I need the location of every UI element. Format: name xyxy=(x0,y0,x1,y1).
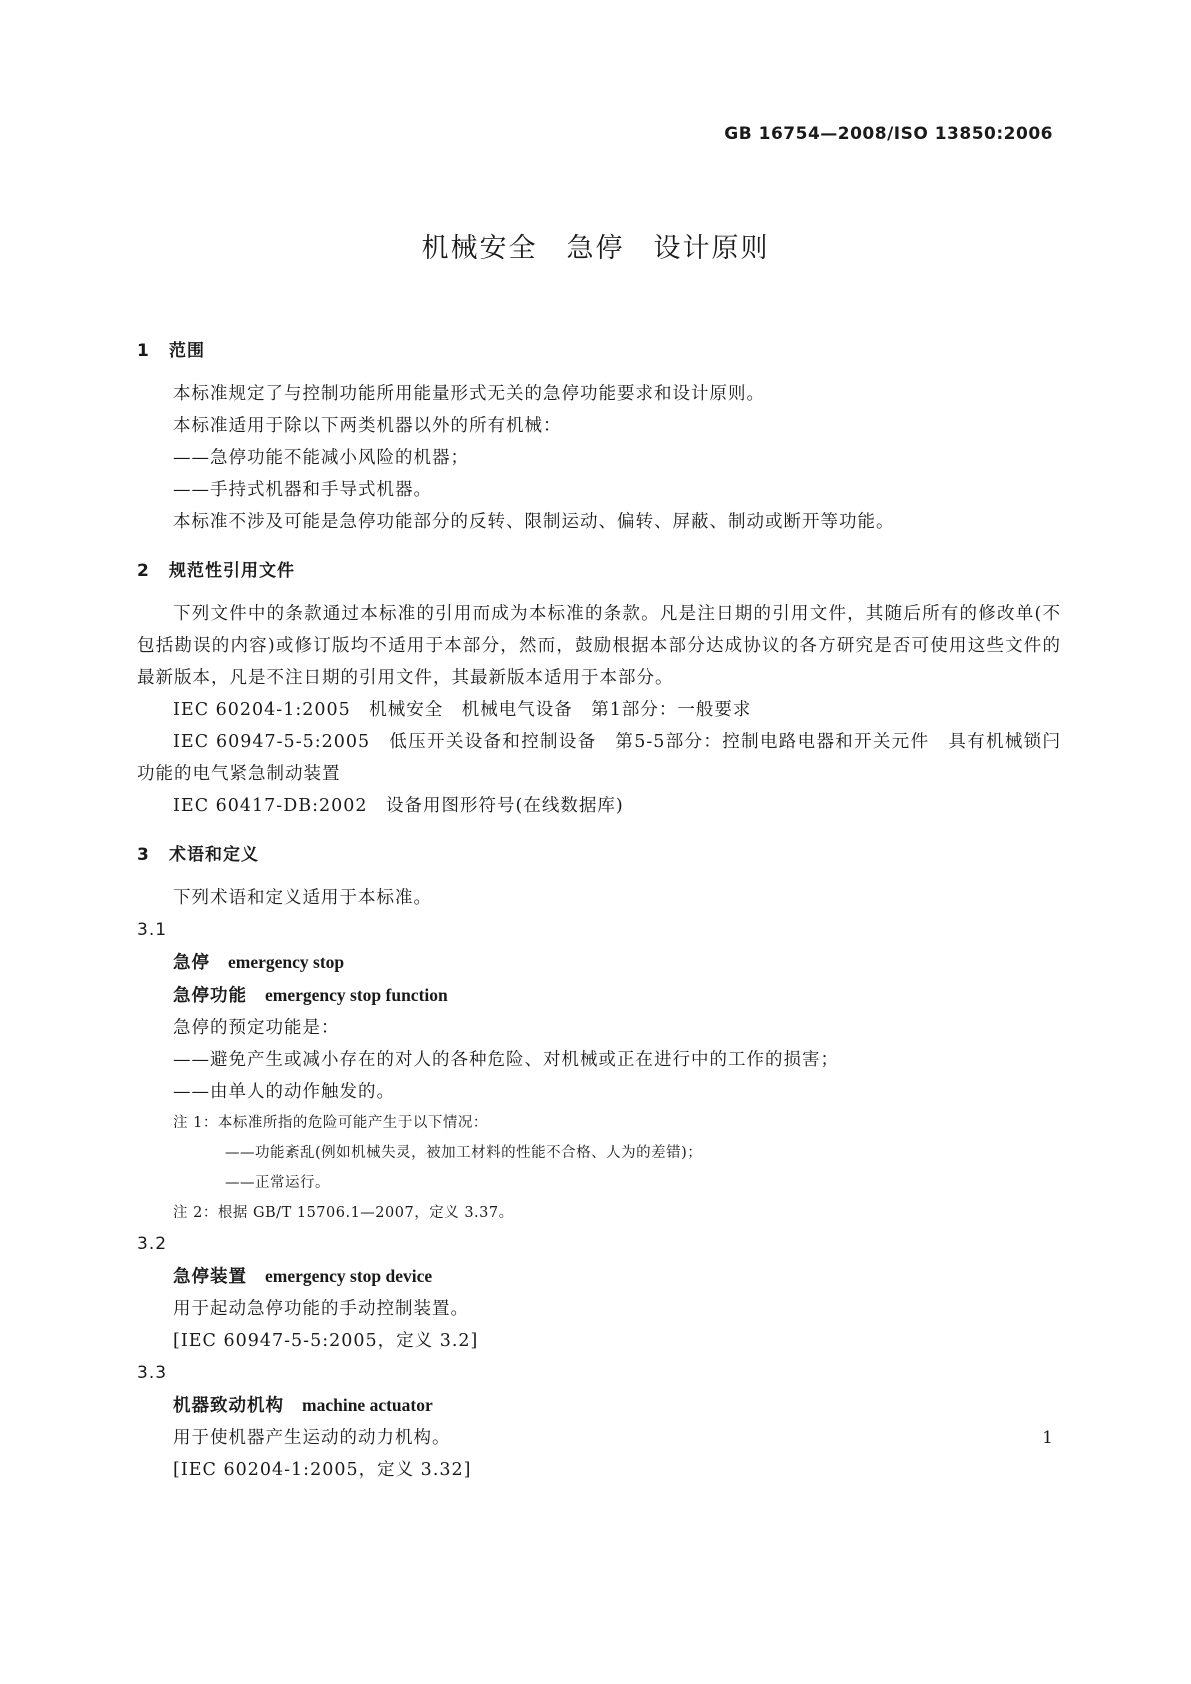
normative-reference: IEC 60947-5-5:2005 低压开关设备和控制设备 第5-5部分：控制电路电器和开关元件 具有机械锁闩功能的电气紧急制动装置 xyxy=(137,732,1061,784)
section-2-heading xyxy=(137,554,1061,588)
term-chinese: 急停功能 xyxy=(173,986,247,1006)
list-item: ——由单人的动作触发的。 xyxy=(173,1082,395,1102)
section-number: 2 xyxy=(137,561,150,581)
term-definition: 用于起动急停功能的手动控制装置。 xyxy=(173,1299,469,1319)
list-item: ——避免产生或减小存在的对人的各种危险、对机械或正在进行中的工作的损害； xyxy=(173,1050,839,1070)
section-title: 术语和定义 xyxy=(169,845,259,865)
document-body xyxy=(137,334,1061,1486)
clause-number: 3.3 xyxy=(137,1363,168,1383)
list-item: ——急停功能不能减小风险的机器； xyxy=(173,448,469,468)
term-entry xyxy=(137,1260,1061,1293)
list-item: ——手持式机器和手导式机器。 xyxy=(173,480,432,500)
document-title: 机械安全 急停 设计原则 xyxy=(421,233,770,264)
section-number: 3 xyxy=(137,845,150,865)
term-chinese: 机器致动机构 xyxy=(173,1396,284,1416)
paragraph: 下列术语和定义适用于本标准。 xyxy=(173,888,432,908)
term-chinese: 急停 xyxy=(173,953,210,973)
clause-number: 3.2 xyxy=(137,1234,168,1254)
source-reference: [IEC 60204-1:2005，定义 3.32] xyxy=(173,1460,472,1480)
section-1-heading xyxy=(137,334,1061,368)
note-item: ——功能紊乱(例如机械失灵，被加工材料的性能不合格、人为的差错)； xyxy=(225,1145,703,1161)
paragraph: 本标准规定了与控制功能所用能量形式无关的急停功能要求和设计原则。 xyxy=(173,384,765,404)
term-english: emergency stop function xyxy=(265,985,448,1005)
note-item: ——正常运行。 xyxy=(225,1175,330,1191)
note: 注 2：根据 GB/T 15706.1—2007，定义 3.37。 xyxy=(173,1205,514,1221)
page-number: 1 xyxy=(1042,1428,1053,1448)
term-chinese: 急停装置 xyxy=(173,1267,247,1287)
normative-reference: IEC 60204-1:2005 机械安全 机械电气设备 第1部分：一般要求 xyxy=(173,700,752,720)
clause-number: 3.1 xyxy=(137,920,168,940)
paragraph: 本标准不涉及可能是急停功能部分的反转、限制运动、偏转、屏蔽、制动或断开等功能。 xyxy=(173,512,895,532)
term-definition: 急停的预定功能是： xyxy=(173,1018,340,1038)
section-3-heading xyxy=(137,838,1061,872)
paragraph: 下列文件中的条款通过本标准的引用而成为本标准的条款。凡是注日期的引用文件，其随后所有的修改单(不包括勘误的内容)或修订版均不适用于本部分，然而，鼓励根据本部分达成协议的各方研究是否可使用这些文件的最新版本，凡是不注日期的引用文件，其最新版本适用于本部分。 xyxy=(137,604,1061,688)
normative-reference: IEC 60417-DB:2002 设备用图形符号(在线数据库) xyxy=(173,796,624,816)
term-entry xyxy=(137,979,1061,1012)
section-number: 1 xyxy=(137,341,150,361)
term-english: emergency stop xyxy=(228,952,345,972)
term-definition: 用于使机器产生运动的动力机构。 xyxy=(173,1428,451,1448)
paragraph: 本标准适用于除以下两类机器以外的所有机械： xyxy=(173,416,562,436)
standard-code: GB 16754—2008/ISO 13850:2006 xyxy=(724,124,1053,144)
term-entry xyxy=(137,946,1061,979)
term-entry xyxy=(137,1389,1061,1422)
section-title: 规范性引用文件 xyxy=(169,561,295,581)
note: 注 1：本标准所指的危险可能产生于以下情况： xyxy=(173,1115,488,1131)
term-english: emergency stop device xyxy=(265,1266,433,1286)
source-reference: [IEC 60947-5-5:2005，定义 3.2] xyxy=(173,1331,479,1351)
term-english: machine actuator xyxy=(302,1395,433,1415)
section-title: 范围 xyxy=(169,341,205,361)
